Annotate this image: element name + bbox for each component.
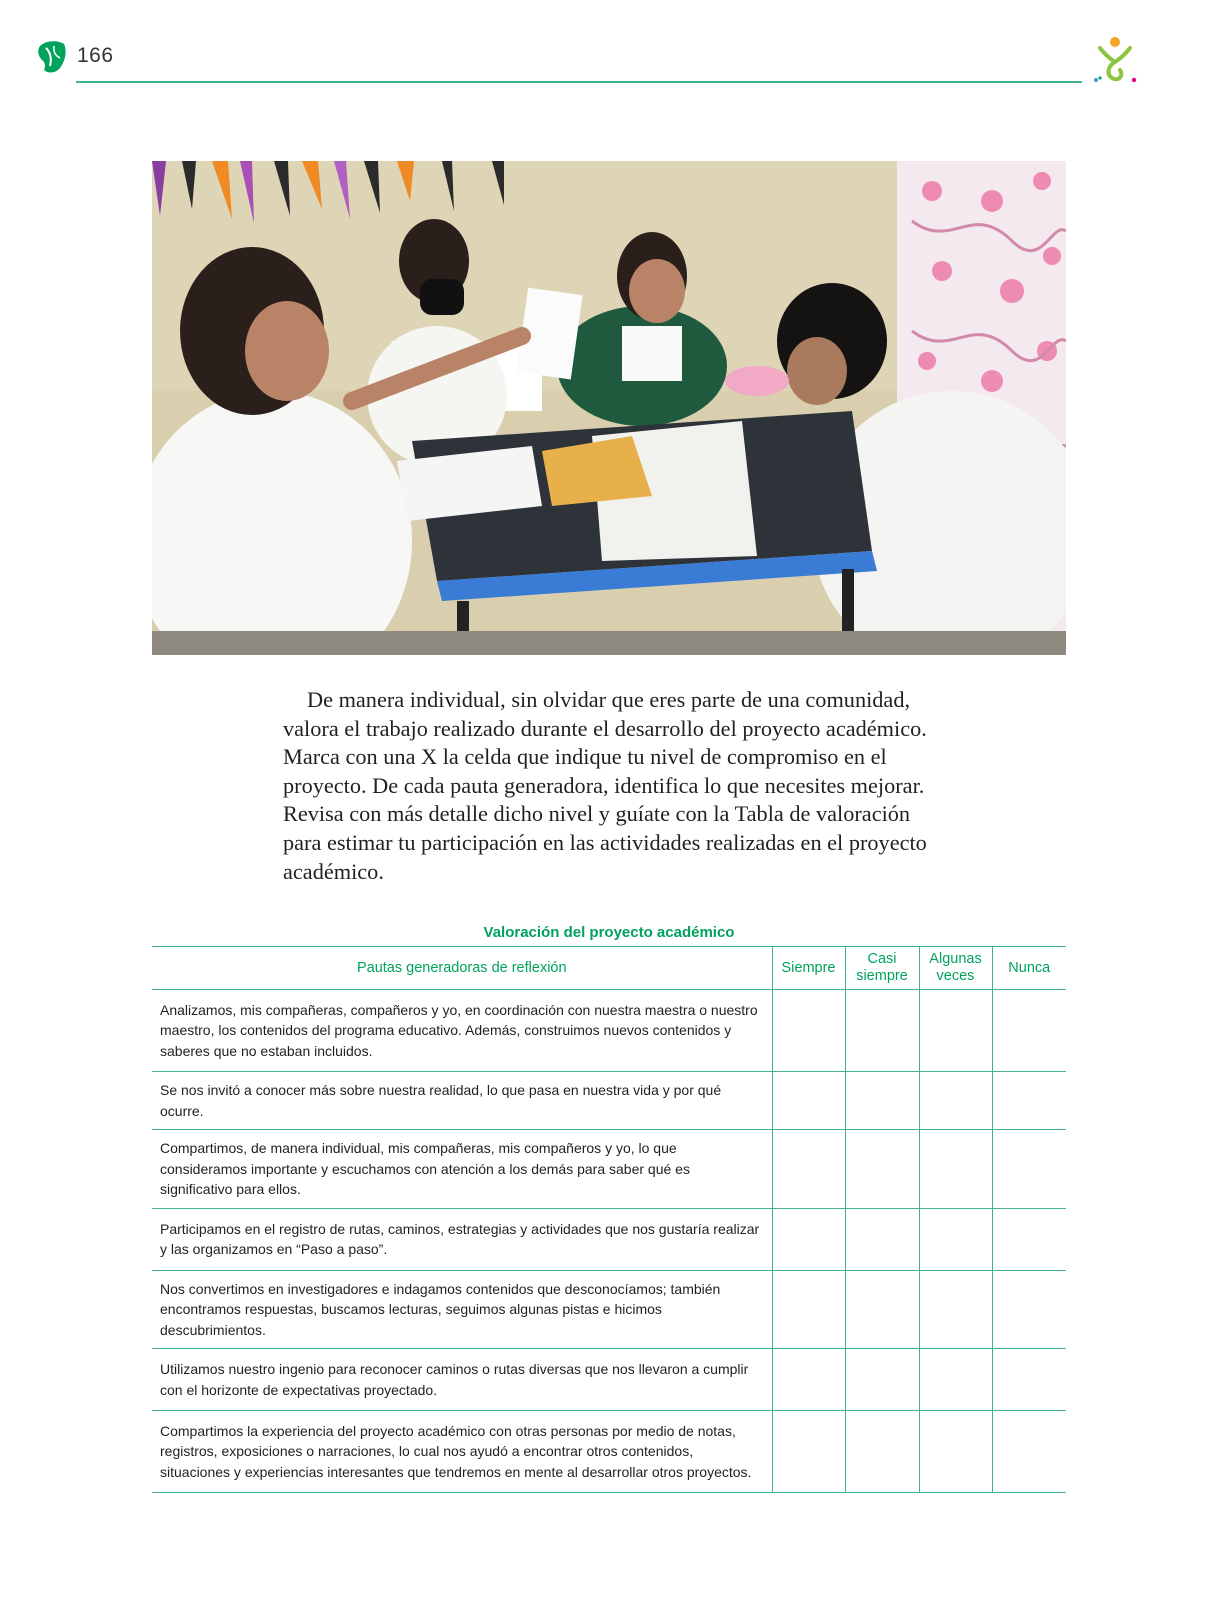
- page-number: 166: [77, 44, 114, 67]
- cell-siempre[interactable]: [772, 1072, 845, 1130]
- cell-siempre[interactable]: [772, 1411, 845, 1493]
- cell-siempre[interactable]: [772, 1130, 845, 1209]
- header-criteria: Pautas generadoras de reflexión: [152, 947, 772, 990]
- criterion-text: Compartimos la experiencia del proyecto académico con otras personas por medio de notas, registros, exposiciones o narraciones, lo cual nos ayudó a encontrar otros contenidos, situaciones y experiencias interesantes que tendremos en mente al desarrollar otros proyectos.: [152, 1411, 772, 1493]
- criterion-text: Utilizamos nuestro ingenio para reconocer caminos o rutas diversas que nos llevaron a cumplir con el horizonte de expectativas proyectado.: [152, 1349, 772, 1411]
- cell-nunca[interactable]: [992, 1349, 1066, 1411]
- cell-algunas-veces[interactable]: [919, 1349, 992, 1411]
- cell-nunca[interactable]: [992, 1411, 1066, 1493]
- table-row: [152, 1130, 1066, 1209]
- cell-algunas-veces[interactable]: [919, 1072, 992, 1130]
- cell-nunca[interactable]: [992, 1072, 1066, 1130]
- header-nunca: Nunca: [992, 947, 1066, 990]
- cell-nunca[interactable]: [992, 1130, 1066, 1209]
- header-rule: [76, 81, 1082, 83]
- cell-siempre[interactable]: [772, 1208, 845, 1270]
- table-row: [152, 1411, 1066, 1493]
- cell-algunas-veces[interactable]: [919, 1130, 992, 1209]
- cell-algunas-veces[interactable]: [919, 1270, 992, 1349]
- cell-siempre[interactable]: [772, 990, 845, 1072]
- cell-casi-siempre[interactable]: [845, 1130, 919, 1209]
- cell-casi-siempre[interactable]: [845, 1411, 919, 1493]
- table-row: [152, 990, 1066, 1072]
- table-title: Valoración del proyecto académico: [483, 924, 735, 941]
- cell-nunca[interactable]: [992, 1270, 1066, 1349]
- criterion-text: Participamos en el registro de rutas, caminos, estrategias y actividades que nos gustaría realizar y las organizamos en “Paso a paso”.: [152, 1208, 772, 1270]
- cell-casi-siempre[interactable]: [845, 1349, 919, 1411]
- cell-siempre[interactable]: [772, 1349, 845, 1411]
- green-leaf-icon: [36, 40, 68, 74]
- criterion-text: Compartimos, de manera individual, mis compañeras, mis compañeros y yo, lo que consideramos importante y escuchamos con atención a los demás para saber qué es significativo para ellos.: [152, 1130, 772, 1209]
- criterion-text: Analizamos, mis compañeras, compañeros y yo, en coordinación con nuestra maestra o nuestro maestro, los contenidos del programa educativo. Además, construimos nuevos contenidos y saberes que no estaban incluidos.: [152, 990, 772, 1072]
- criterion-text: Se nos invitó a conocer más sobre nuestra realidad, lo que pasa en nuestra vida y por qué ocurre.: [152, 1072, 772, 1130]
- cell-algunas-veces[interactable]: [919, 990, 992, 1072]
- cell-algunas-veces[interactable]: [919, 1411, 992, 1493]
- criterion-text: Nos convertimos en investigadores e indagamos contenidos que desconocíamos; también encontramos respuestas, buscamos lecturas, seguimos algunas pistas e hicimos descubrimientos.: [152, 1270, 772, 1349]
- header-siempre: Siempre: [772, 947, 845, 990]
- header-casi-siempre: Casi siempre: [845, 947, 919, 990]
- cell-nunca[interactable]: [992, 1208, 1066, 1270]
- cell-casi-siempre[interactable]: [845, 990, 919, 1072]
- table-row: [152, 1270, 1066, 1349]
- classroom-photo: [152, 161, 1066, 655]
- table-row: [152, 1072, 1066, 1130]
- cell-casi-siempre[interactable]: [845, 1208, 919, 1270]
- cell-casi-siempre[interactable]: [845, 1270, 919, 1349]
- figure-logo-icon: [1090, 34, 1140, 84]
- header-algunas-veces: Algunas veces: [919, 947, 992, 990]
- cell-siempre[interactable]: [772, 1270, 845, 1349]
- evaluation-table: [152, 946, 1066, 1493]
- table-row: [152, 1208, 1066, 1270]
- instructions-paragraph: De manera individual, sin olvidar que eres parte de una comunidad, valora el trabajo realizado durante el desarrollo del proyecto académico. Marca con una X la celda que indique tu nivel de compromiso en el proyecto. De cada pauta generadora, identifica lo que necesites mejorar. Revisa con más detalle dicho nivel y guíate con la Tabla de valoración para estimar tu participación en las actividades realizadas en el proyecto académico.: [283, 687, 927, 884]
- cell-algunas-veces[interactable]: [919, 1208, 992, 1270]
- cell-casi-siempre[interactable]: [845, 1072, 919, 1130]
- table-row: [152, 1349, 1066, 1411]
- cell-nunca[interactable]: [992, 990, 1066, 1072]
